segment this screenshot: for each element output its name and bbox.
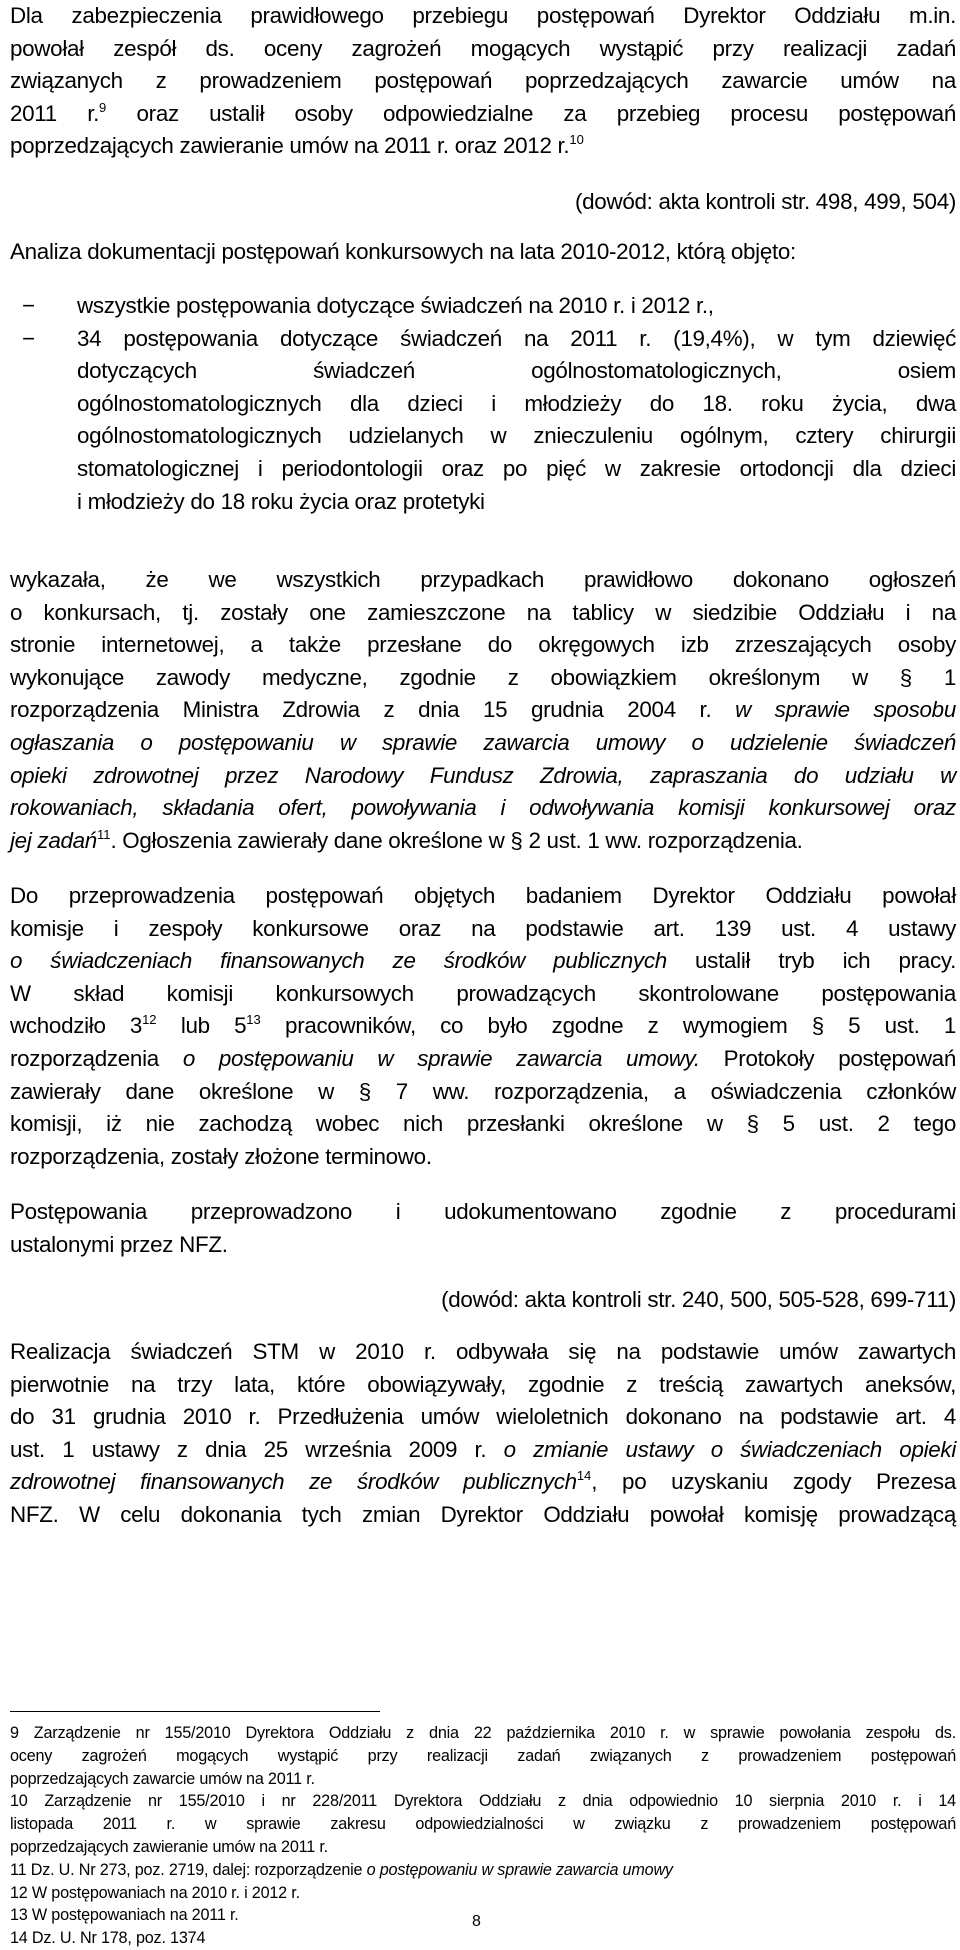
text-line: wykonujące zawody medyczne, zgodnie z obowiązkiem określonym w § 1 [10,664,956,690]
paragraph-stm-2010 [10,1336,956,1532]
paragraph-team-appointment [10,0,956,163]
footnote-ref-14[interactable]: 14 [576,1468,592,1484]
text-line: wykazała, że we wszystkich przypadkach prawidłowo dokonano ogłoszeń [10,567,956,592]
text-line: 34 postępowania dotyczące świadczeń na 2011 r. (19,4%), w tym dziewięć [77,325,956,351]
text-span: lub 5 [156,1013,247,1039]
paragraph-announcements [10,564,956,857]
italic-title: opieki zdrowotnej przez Narodowy Fundusz Zdrowia, zapraszania do udziału w [10,762,956,788]
text-span: Zarządzenie nr 155/2010 Dyrektora Oddziału z dnia 22 października 2010 r. w sprawie powołania zespołu ds. [18,1724,956,1742]
text-line [10,1466,956,1499]
text-line [10,1043,956,1076]
paragraph-nfz-procedures [10,1196,956,1261]
footnote-ref-9[interactable]: 9 [99,99,107,115]
text-line [10,945,956,978]
text-span: rozporządzenia Ministra Zdrowia z dnia 15 grudnia 2004 r. [10,697,736,723]
scope-list [10,290,956,518]
text-line [10,694,956,727]
text-line: ustalonymi przez NFZ. [10,1231,228,1257]
document-page [10,0,956,1948]
dash-bullet: − [22,293,35,318]
italic-title: o postępowaniu w sprawie zawarcia umowy [366,1860,673,1879]
text-span: Protokoły postępowań [699,1045,956,1071]
text-line [10,98,956,131]
text-line: rozporządzenia, zostały złożone terminowo. [10,1143,432,1169]
text-line: ogólnostomatologicznych dla dzieci i młodzieży do 18. roku życia, dwa [77,390,956,416]
footnote-ref-13[interactable]: 13 [246,1012,261,1028]
paragraph-analysis-intro: Analiza dokumentacji postępowań konkursowych na lata 2010-2012, którą objęto: [10,239,796,264]
footnote-line [10,1722,956,1745]
text-line: do 31 grudnia 2010 r. Przedłużenia umów wieloletnich dokonano na podstawie art. 4 [10,1404,956,1430]
text-line [10,1010,956,1043]
text-span: Dz. U. Nr 273, poz. 2719, dalej: rozporządzenie [26,1860,367,1879]
footnote-ref-10[interactable]: 10 [569,132,584,148]
text-line [10,130,956,163]
footnote-13 [10,1904,956,1927]
text-line [10,792,956,825]
text-span: , po uzyskaniu zgody Prezesa [591,1469,956,1495]
footnote-11 [10,1859,956,1882]
list-item [10,323,956,519]
text-span: ust. 1 ustawy z dnia 25 września 2009 r. [10,1436,504,1462]
footnote-14 [10,1927,956,1950]
footnote-number: 12 [10,1883,28,1902]
text-span: oraz ustalił osoby odpowiedzialne za przebieg procesu postępowań [106,100,956,126]
footnotes [10,1722,956,1950]
text-line: Postępowania przeprowadzono i udokumentowano zgodnie z procedurami [10,1199,956,1224]
text-line: dotyczących świadczeń ogólnostomatologicznych, osiem [77,358,956,384]
text-line: o konkursach, tj. zostały one zamieszczone na tablicy w siedzibie Oddziału i na [10,599,956,625]
italic-title: jej zadań [10,827,97,853]
text-line: i młodzieży do 18 roku życia oraz protetyki [77,488,485,514]
text-line: Realizacja świadczeń STM w 2010 r. odbywała się na podstawie umów zawartych [10,1339,956,1364]
footnote-number: 9 [10,1724,19,1742]
evidence-reference: (dowód: akta kontroli str. 498, 499, 504) [574,189,956,214]
text-span: rozporządzenia [10,1045,183,1071]
text-span: poprzedzających zawieranie umów na 2011 r. oraz 2012 r. [10,133,570,159]
text-span: Zarządzenie nr 155/2010 i nr 228/2011 Dyrektora Oddziału z dnia odpowiednio 10 sierpnia 2010 r. i 14 [27,1792,956,1811]
italic-title: w sprawie sposobu [735,697,956,723]
text-line: W skład komisji konkursowych prowadzących skontrolowane postępowania [10,980,956,1006]
text-span: pracowników, co było zgodne z wymogiem § 5 ust. 1 [260,1013,956,1039]
text-span: W postępowaniach na 2010 r. i 2012 r. [27,1883,300,1902]
dash-bullet: − [22,325,35,351]
text-line: powołał zespół ds. oceny zagrożeń mogących wystąpić przy realizacji zadań [10,35,956,61]
evidence-reference: (dowód: akta kontroli str. 240, 500, 505-528, 699-711) [441,1287,956,1312]
footnote-number: 13 [10,1906,28,1925]
text-line: wszystkie postępowania dotyczące świadczeń na 2010 r. i 2012 r., [77,293,714,318]
text-line: związanych z prowadzeniem postępowań poprzedzających zawarcie umów na [10,68,956,94]
text-line [10,727,956,760]
text-span: W postępowaniach na 2011 r. [27,1906,239,1925]
footnote-line: poprzedzających zawarcie umów na 2011 r. [10,1769,315,1788]
text-span: . Ogłoszenia zawierały dane określone w § 2 ust. 1 ww. rozporządzenia. [110,827,803,853]
footnote-12 [10,1882,956,1905]
footnote-ref-11[interactable]: 11 [96,826,111,842]
text-line [10,1434,956,1467]
italic-title: ogłaszania o postępowaniu w sprawie zawarcia umowy o udzielenie świadczeń [10,729,956,755]
footnote-9 [10,1722,956,1790]
text-line [10,825,956,858]
footnote-line: oceny zagrożeń mogących wystąpić przy realizacji zadań związanych z prowadzeniem postępowań [10,1746,956,1765]
footnote-ref-12[interactable]: 12 [142,1012,157,1028]
footnote-line: listopada 2011 r. w sprawie zakresu odpowiedzialności w związku z prowadzeniem postępowań [10,1815,956,1834]
text-span: ustalił tryb ich pracy. [666,948,956,974]
text-line: Dla zabezpieczenia prawidłowego przebiegu postępowań Dyrektor Oddziału m.in. [10,3,956,28]
italic-title: o zmianie ustawy o świadczeniach opieki [503,1436,956,1462]
text-line: Do przeprowadzenia postępowań objętych badaniem Dyrektor Oddziału powołał [10,883,956,908]
footnote-10 [10,1790,956,1858]
text-span: wchodziło 3 [10,1013,143,1039]
paragraph-commissions [10,880,956,1173]
text-span: 2011 r. [10,100,100,126]
text-span: Dz. U. Nr 178, poz. 1374 [27,1929,206,1948]
italic-title: o postępowaniu w sprawie zawarcia umowy. [182,1045,700,1071]
text-line: zawierały dane określone w § 7 ww. rozporządzenia, a oświadczenia członków [10,1078,956,1104]
text-line: pierwotnie na trzy lata, które obowiązywały, zgodnie z treścią zawartych aneksów, [10,1371,956,1397]
list-item [10,290,956,323]
page-number: 8 [472,1913,481,1930]
text-line: stomatologicznej i periodontologii oraz po pięć w zakresie ortodoncji dla dzieci [77,455,956,481]
footnote-line [10,1790,956,1813]
footnote-separator [10,1711,380,1712]
text-line: komisje i zespoły konkursowe oraz na podstawie art. 139 ust. 4 ustawy [10,915,956,941]
italic-title: rokowaniach, składania ofert, powoływania i odwoływania komisji konkursowej oraz [10,795,956,821]
text-line: komisji, iż nie zachodzą wobec nich przesłanki określone w § 5 ust. 2 tego [10,1111,956,1137]
footnote-number: 14 [10,1929,28,1948]
text-line: stronie internetowej, a także przesłane do okręgowych izb zrzeszających osoby [10,632,956,658]
text-line [10,760,956,793]
italic-title: o świadczeniach finansowanych ze środków publicznych [10,948,667,974]
footnote-number: 11 [10,1860,27,1879]
italic-title: zdrowotnej finansowanych ze środków publicznych [10,1469,577,1495]
footnote-number: 10 [10,1792,28,1811]
footnote-line: poprzedzających zawieranie umów na 2011 r. [10,1837,328,1856]
text-line: ogólnostomatologicznych udzielanych w znieczuleniu ogólnym, cztery chirurgii [77,423,956,449]
text-line: NFZ. W celu dokonania tych zmian Dyrektor Oddziału powołał komisję prowadzącą [10,1501,956,1527]
